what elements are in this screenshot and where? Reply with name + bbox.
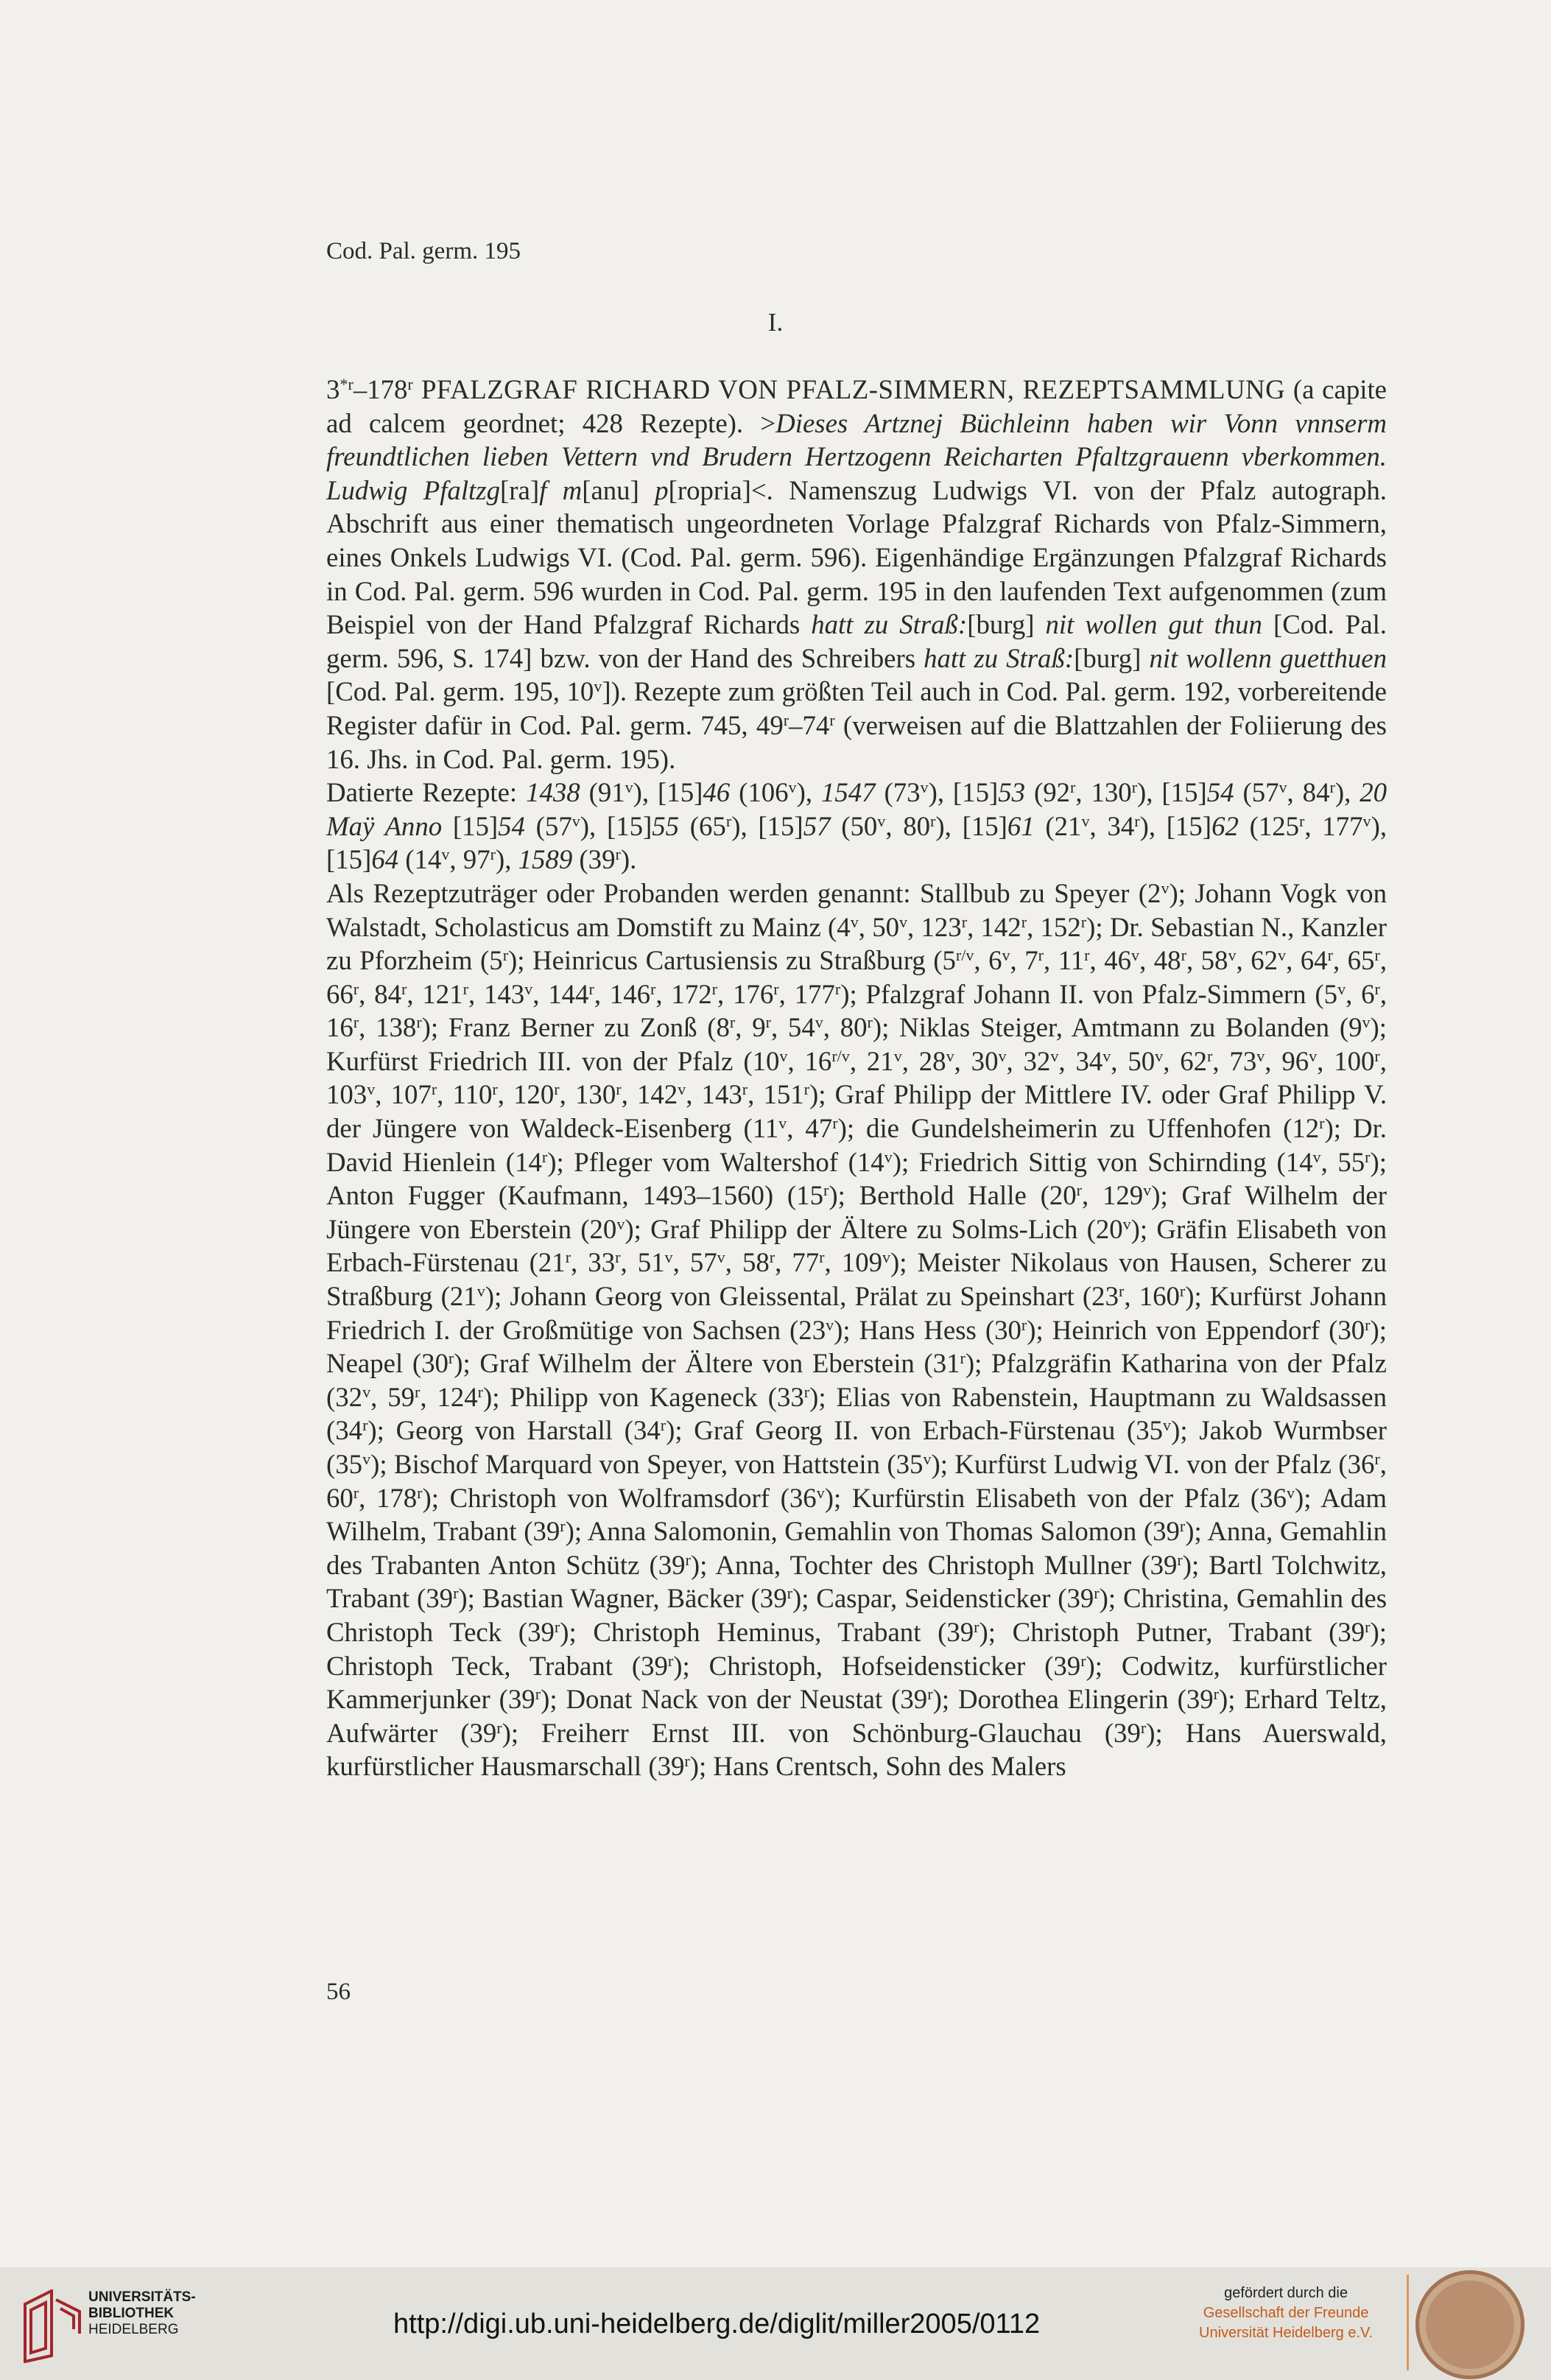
folio-end-mark: r — [407, 374, 413, 393]
library-name: UNIVERSITÄTS- BIBLIOTHEK HEIDELBERG — [88, 2289, 196, 2337]
folio-start-mark: *r — [340, 374, 354, 393]
entry-paragraph-2: Datierte Rezepte: 1438 (91$^v$), [15]46 (106$^v$), 1547 (73$^v$), [15]53 (92$^r$, 130$^r$), [15]54 (57$^v$, 84$^r$), 20 Maÿ Anno [15]54 (57$^v$), [15]55 (65$^r$), [15]57 (50$^v$, 80$^r$), [15]61 (21$^v$, 34$^r$), [15]62 (125$^r$, 177$^v$), [15]64 (14$^v$, 97$^r$), 1589 (39$^r$). — [326, 777, 1388, 875]
folio-start: 3 — [326, 374, 340, 404]
running-head: Cod. Pal. germ. 195 — [326, 238, 521, 264]
folio-end: –178 — [353, 374, 408, 404]
entry-paragraph-1: 3$^{*r}$–178$^r$ PFALZGRAF RICHARD VON PFALZ-SIMMERN, REZEPTSAMMLUNG (a capite ad calcem geordnet; 428 Rezepte). >Dieses Artznej Büchleinn haben wir Vonn vnnserm freundtlichen lieben Vettern vnd Brudern Hertzogenn Reicharten Pfaltzgrauenn vberkommen. Ludwig Pfaltzg[ra]f m[anu] p[ropria]<. Namenszug Ludwigs VI. von der Pfalz autograph. Abschrift aus einer thematisch ungeordneten Vorlage Pfalzgraf Richards von Pfalz-Simmern, eines Onkels Ludwigs VI. (Cod. Pal. germ. 596). Eigenhändige Ergänzungen Pfalzgraf Richards in Cod. Pal. germ. 596 wurden in Cod. Pal. germ. 195 in den laufenden Text aufgenommen (zum Beispiel von der Hand Pfalzgraf Richards hatt zu Straß:[burg] nit wollen gut thun [Cod. Pal. germ. 596, S. 174] bzw. von der Hand des Schreibers hatt zu Straß:[burg] nit wollenn guetthuen [Cod. Pal. germ. 195, 10$^v$]). Rezepte zum größten Teil auch in Cod. Pal. germ. 192, vorbereitende Register dafür in Cod. Pal. germ. 745, 49$^r$–74$^r$ (verweisen auf die Blattzahlen der Foliierung des 16. Jhs. in Cod. Pal. germ. 195). — [326, 374, 1388, 774]
digitization-footer — [0, 2267, 1551, 2380]
page-number: 56 — [326, 1979, 351, 2005]
sponsor-credit: gefördert durch die Gesellschaft der Freunde Universität Heidelberg e.V. — [1199, 2285, 1374, 2341]
section-number: I. — [767, 308, 784, 337]
divider — [1407, 2275, 1409, 2370]
entry-paragraph-3: Als Rezeptzuträger oder Probanden werden genannt: Stallbub zu Speyer (2$^v$); Johann Vogk von Walstadt, Scholasticus am Domstift zu Mainz (4$^v$, 50$^v$, 123$^r$, 142$^r$, 152$^r$); Dr. Sebastian N., Kanzler zu Pforzheim (5$^r$); Heinricus Cartusiensis zu Straßburg ($5^{r/v}$, 6$^v$, 7$^r$, 11$^r$, 46$^v$, 48$^r$, 58$^v$, 62$^v$, 64$^r$, 65$^r$, 66$^r$, 84$^r$, 121$^r$, 143$^v$, 144$^r$, 146$^r$, 172$^r$, 176$^r$, 177$^r$); Pfalzgraf Johann II. von Pfalz-Simmern (5$^v$, 6$^r$, 16$^r$, 138$^r$); Franz Berner zu Zonß (8$^r$, 9$^r$, 54$^v$, 80$^r$); Niklas Steiger, Amtmann zu Bolanden (9$^v$); Kurfürst Friedrich III. von der Pfalz (10$^v$, $16^{r/v}$, 21$^v$, 28$^v$, 30$^v$, 32$^v$, 34$^v$, 50$^v$, 62$^r$, 73$^v$, 96$^v$, 100$^r$, 103$^v$, 107$^r$, 110$^r$, 120$^r$, 130$^r$, 142$^v$, 143$^r$, 151$^r$); Graf Philipp der Mittlere IV. oder Graf Philipp V. der Jüngere von Waldeck-Eisenberg (11$^v$, 47$^r$); die Gundelsheimerin zu Uffenhofen (12$^r$); Dr. David Hienlein (14$^r$); Pfleger vom Waltershof (14$^v$); Friedrich Sittig von Schirnding (14$^v$, 55$^r$); Anton Fugger (Kaufmann, 1493–1560) (15$^r$); Berthold Halle (20$^r$, 129$^v$); Graf Wilhelm der Jüngere von Eberstein (20$^v$); Graf Philipp der Ältere zu Solms-Lich (20$^v$); Gräfin Elisabeth von Erbach-Fürstenau (21$^r$, 33$^r$, 51$^v$, 57$^v$, 58$^r$, 77$^r$, 109$^v$); Meister Nikolaus von Hausen, Scherer zu Straßburg (21$^v$); Johann Georg von Gleissental, Prälat zu Speinshart (23$^r$, 160$^r$); Kurfürst Johann Friedrich I. der Großmütige von Sachsen (23$^v$); Hans Hess (30$^r$); Heinrich von Eppendorf (30$^r$); Neapel (30$^r$); Graf Wilhelm der Ältere von Eberstein (31$^r$); Pfalzgräfin Katharina von der Pfalz (32$^v$, 59$^r$, 124$^r$); Philipp von Kageneck (33$^r$); Elias von Rabenstein, Hauptmann zu Waldsassen (34$^r$); Georg von Harstall (34$^r$); Graf Georg II. von Erbach-Fürstenau (35$^v$); Jakob Wurmbser (35$^v$); Bischof Marquard von Speyer, von Hattstein (35$^v$); Kurfürst Ludwig VI. von der Pfalz (36$^r$, 60$^r$, 178$^r$); Christoph von Wolframsdorf (36$^v$); Kurfürstin Elisabeth von der Pfalz (36$^v$); Adam Wilhelm, Trabant (39$^r$); Anna Salomonin, Gemahlin von Thomas Salomon (39$^r$); Anna, Gemahlin des Trabanten Anton Schütz (39$^r$); Anna, Tochter des Christoph Mullner (39$^r$); Bartl Tolchwitz, Trabant (39$^r$); Bastian Wagner, Bäcker (39$^r$); Caspar, Seidensticker (39$^r$); Christina, Gemahlin des Christoph Teck (39$^r$); Christoph Heminus, Trabant (39$^r$); Christoph Putner, Trabant (39$^r$); Christoph Teck, Trabant (39$^r$); Christoph, Hofseidensticker (39$^r$); Codwitz, kurfürstlicher Kammerjunker (39$^r$); Donat Nack von der Neustat (39$^r$); Dorothea Elingerin (39$^r$); Erhard Teltz, Aufwärter (39$^r$); Freiherr Ernst III. von Schönburg-Glauchau (39$^r$); Hans Auerswald, kurfürstlicher Hausmarschall (39$^r$); Hans Crentsch, Sohn des Malers — [326, 877, 1388, 1782]
permalink-url[interactable]: http://digi.ub.uni-heidelberg.de/diglit/miller2005/0112 — [393, 2309, 1041, 2339]
university-seal-icon — [1415, 2270, 1524, 2379]
catalog-entry-text — [326, 373, 1387, 1783]
entry-title: PFALZGRAF RICHARD VON PFALZ-SIMMERN, REZEPTSAMMLUNG — [412, 374, 1286, 404]
ub-heidelberg-logo — [21, 2289, 84, 2363]
